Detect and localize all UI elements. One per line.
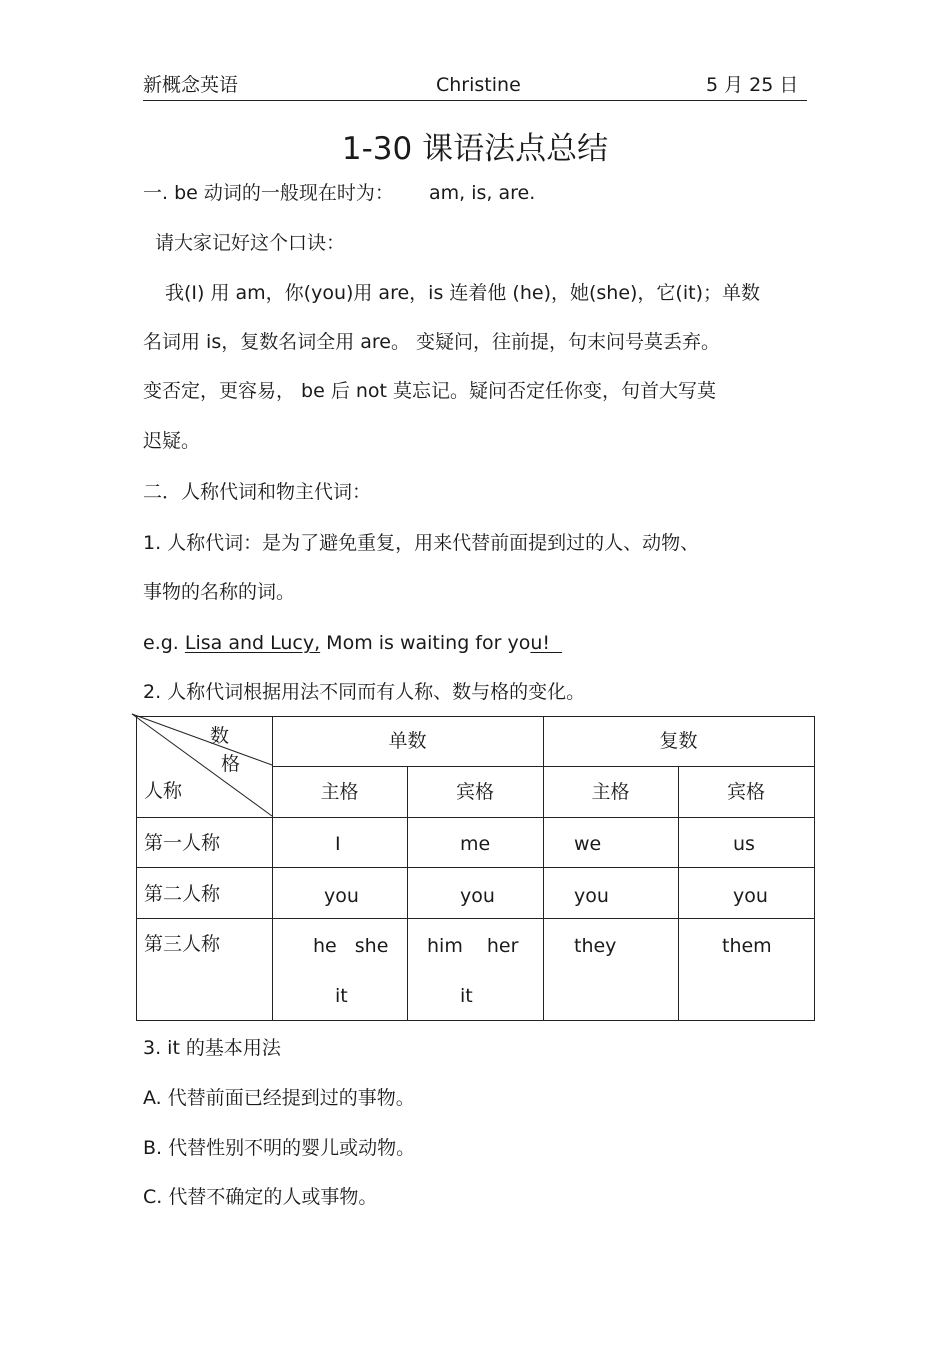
table-border-right [814, 716, 815, 1021]
corner-number-label: 数 [210, 725, 230, 747]
corner-case-label: 格 [221, 753, 241, 775]
table-cell: you [460, 885, 495, 907]
row-third-person: 第三人称 [144, 933, 221, 955]
table-cell: you [733, 885, 768, 907]
be-forms: am, is, are. [429, 182, 536, 204]
example-end: u! [530, 632, 550, 654]
table-rule [678, 766, 679, 1021]
table-cell: us [733, 833, 755, 855]
table-rule [136, 918, 815, 919]
example-underlined: Lisa and Lucy, [184, 632, 321, 654]
section1-heading: 一. be 动词的一般现在时为： [143, 182, 394, 204]
table-border-bottom [136, 1020, 815, 1021]
it-usage-a: A. 代替前面已经提到过的事物。 [143, 1087, 415, 1109]
table-cell: him her [427, 935, 519, 957]
table-cell: I [335, 833, 341, 855]
pronoun-definition-line-2: 事物的名称的词。 [143, 581, 296, 603]
section3-heading: 3. it 的基本用法 [143, 1037, 281, 1059]
example-sentence [143, 631, 562, 655]
table-cell: we [574, 833, 602, 855]
mnemonic-line-3: 变否定，更容易， be 后 not 莫忘记。疑问否定任你变，句首大写莫 [143, 380, 717, 402]
singular-objective-header: 宾格 [455, 781, 494, 803]
corner-person-label: 人称 [144, 780, 183, 802]
example-underline-tail [550, 632, 562, 654]
header-rule [143, 100, 807, 101]
it-usage-b: B. 代替性别不明的婴儿或动物。 [143, 1137, 416, 1159]
plural-nominative-header: 主格 [591, 781, 630, 803]
pronoun-variation-note: 2. 人称代词根据用法不同而有人称、数与格的变化。 [143, 681, 586, 703]
mnemonic-line-2: 名词用 is，复数名词全用 are。 变疑问，往前提，句末问号莫丢弃。 [143, 331, 721, 353]
table-cell: me [460, 833, 491, 855]
pronoun-definition-line-1: 1. 人称代词：是为了避免重复，用来代替前面提到过的人、动物、 [143, 532, 700, 554]
it-usage-c: C. 代替不确定的人或事物。 [143, 1186, 378, 1208]
table-cell: you [324, 885, 359, 907]
mnemonic-intro: 请大家记好这个口诀： [155, 232, 346, 254]
plural-header: 复数 [659, 730, 698, 752]
example-middle: Mom is waiting for yo [320, 632, 531, 654]
singular-nominative-header: 主格 [320, 781, 359, 803]
table-cell: them [722, 935, 772, 957]
header-course: 新概念英语 [143, 74, 239, 96]
header-author: Christine [436, 74, 521, 96]
plural-objective-header: 宾格 [726, 781, 765, 803]
header-date: 5 月 25 日 [706, 74, 799, 96]
row-first-person: 第一人称 [144, 832, 221, 854]
mnemonic-line-1: 我(I) 用 am，你(you)用 are，is 连着他 (he)，她(she)，它(it)；单数 [165, 282, 760, 304]
table-rule [543, 716, 544, 1021]
table-rule [136, 867, 815, 868]
table-rule [407, 766, 408, 1021]
pronoun-table [136, 716, 815, 1021]
table-cell: it [335, 985, 348, 1007]
mnemonic-line-4: 迟疑。 [143, 430, 201, 452]
table-cell: they [574, 935, 617, 957]
page-title: 1-30 课语法点总结 [341, 131, 609, 167]
table-cell: he she [313, 935, 389, 957]
section2-heading: 二．人称代词和物主代词： [143, 481, 372, 503]
singular-header: 单数 [388, 730, 427, 752]
example-prefix: e.g. [143, 632, 185, 654]
row-second-person: 第二人称 [144, 883, 221, 905]
table-cell: it [460, 985, 473, 1007]
table-cell: you [574, 885, 609, 907]
